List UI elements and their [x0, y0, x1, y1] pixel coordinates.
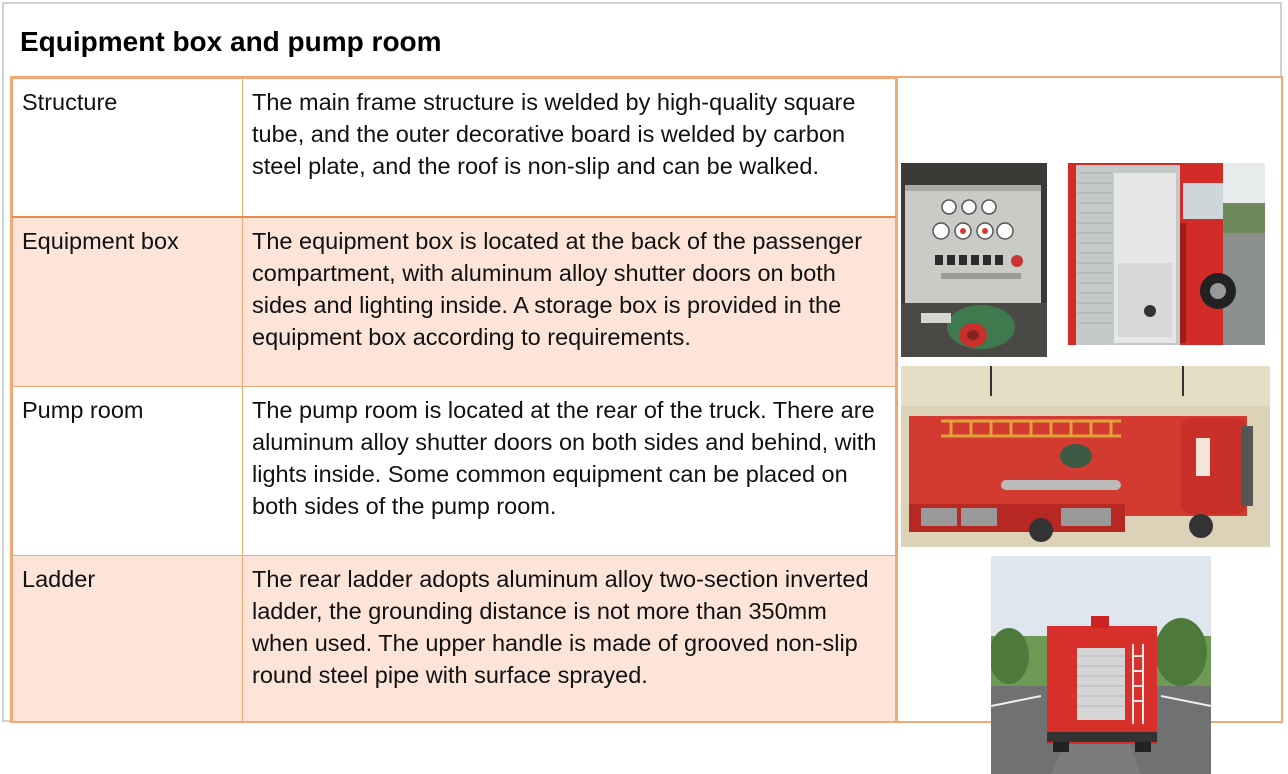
table-row — [13, 556, 896, 722]
row-description: The main frame structure is welded by high-quality square tube, and the outer decorative board is welded by carbon steel plate, and the roof is non-slip and can be walked. — [243, 79, 896, 217]
pump-panel-photo — [901, 163, 1047, 357]
table-row — [13, 217, 896, 387]
spec-table — [12, 78, 896, 722]
table-row — [13, 79, 896, 217]
page-title: Equipment box and pump room — [20, 26, 442, 57]
row-label: Structure — [13, 79, 243, 217]
equipment-box-photo — [1068, 163, 1265, 345]
row-description: The equipment box is located at the back of the passenger compartment, with aluminum alloy shutter doors on both sides and lighting inside. A storage box is provided in the equipment box according to requirements. — [243, 217, 896, 387]
row-description: The pump room is located at the rear of the truck. There are aluminum alloy shutter doors on both sides and behind, with lights inside. Some common equipment can be placed on both sides of the pump room. — [243, 387, 896, 556]
content-area — [10, 76, 1283, 723]
row-description: The rear ladder adopts aluminum alloy two-section inverted ladder, the grounding distance is not more than 350mm when used. The upper handle is made of grooved non-slip round steel pipe with surface sprayed. — [243, 556, 896, 722]
row-label: Pump room — [13, 387, 243, 556]
row-label: Ladder — [13, 556, 243, 722]
truck-top-view-photo — [901, 366, 1270, 547]
truck-rear-view-photo — [991, 556, 1211, 774]
row-label: Equipment box — [13, 217, 243, 387]
table-row — [13, 387, 896, 556]
